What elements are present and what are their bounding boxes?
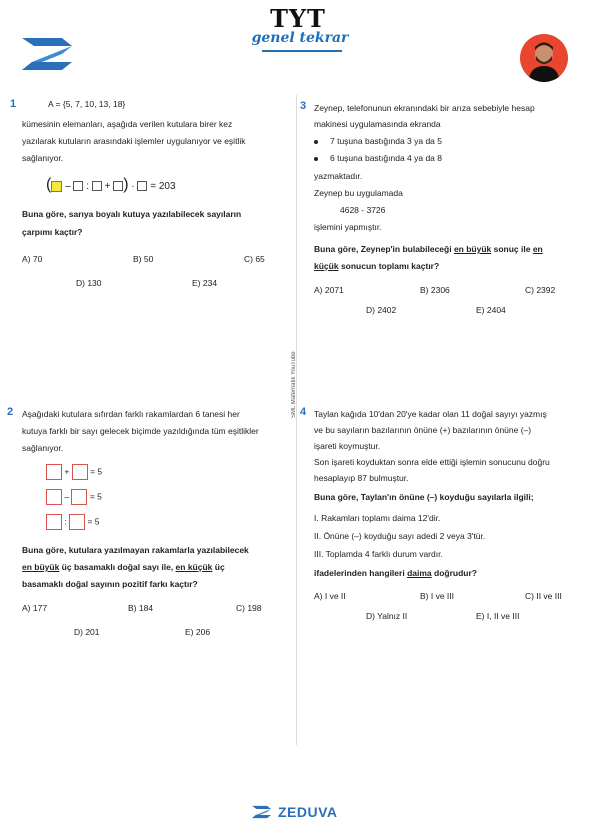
- q3-option-c[interactable]: C) 2392: [525, 285, 556, 295]
- q2-option-b[interactable]: B) 184: [128, 603, 154, 613]
- subtitle-underline: [262, 50, 342, 52]
- exam-subtitle: genel tekrar: [251, 30, 349, 46]
- q3-bullet-1: 7 tuşuna bastığında 3 ya da 5: [314, 135, 442, 148]
- q4-item-3: III. Toplamda 4 farklı durum vardır.: [314, 549, 443, 559]
- q1-option-e[interactable]: E) 234: [192, 278, 218, 288]
- q3-option-d[interactable]: D) 2402: [366, 305, 397, 315]
- q2-text-2: kutuya farklı bir sayı gelecek biçimde yazıldığında tüm eşitlikler: [22, 426, 259, 436]
- q3-option-e[interactable]: E) 2404: [476, 305, 506, 315]
- side-watermark: SML Matematik YouTube: [291, 351, 297, 419]
- q1-question-1: Buna göre, sarıya boyalı kutuya yazılabilecek sayıların: [22, 209, 242, 219]
- q4-question: Buna göre, Taylan'ın önüne (–) koyduğu sayılarla ilgili;: [314, 492, 534, 502]
- footer-logo: [252, 804, 338, 820]
- q4-question-end: ifadelerinden hangileri daima doğrudur?: [314, 568, 477, 578]
- q1-option-d[interactable]: D) 130: [76, 278, 102, 288]
- q3-operation: 4628 - 3726: [340, 205, 386, 215]
- question-number-3: 3: [300, 100, 307, 112]
- q4-text-4: Son işareti koyduktan sonra elde ettiği işlemin sonucunu doğru: [314, 457, 550, 467]
- q2-question-2: en büyük üç basamaklı doğal sayı ile, en küçük üç: [22, 562, 225, 572]
- q3-text-4: Zeynep bu uygulamada: [314, 188, 403, 198]
- q4-item-2: II. Önüne (–) koyduğu sayı adedi 2 veya 3'tür.: [314, 531, 486, 541]
- q4-text-3: işareti koymuştur.: [314, 441, 381, 451]
- q1-text-1: kümesinin elemanları, aşağıda verilen kutulara birer kez: [22, 119, 233, 129]
- q2-eq-plus: + = 5: [46, 464, 102, 480]
- q4-option-c[interactable]: C) II ve III: [525, 591, 562, 601]
- q3-option-b[interactable]: B) 2306: [420, 285, 450, 295]
- footer-brand: ZEDUVA: [278, 804, 338, 820]
- q4-text-1: Taylan kağıda 10'dan 20'ye kadar olan 11 doğal sayıyı yazmış: [314, 409, 547, 419]
- exam-title: TYT: [270, 4, 326, 33]
- q4-option-b[interactable]: B) I ve III: [420, 591, 455, 601]
- q3-text-1: Zeynep, telefonunun ekranındaki bir arıza sebebiyle hesap: [314, 103, 535, 113]
- q2-eq-minus: – = 5: [46, 489, 102, 505]
- q3-text-5: işlemini yapmıştır.: [314, 222, 382, 232]
- q1-option-c[interactable]: C) 65: [244, 254, 265, 264]
- q4-text-2: ve bu sayıların bazılarının önüne (+) bazılarının önüne (–): [314, 425, 532, 435]
- q1-equation: ( – : + ) · = 203: [46, 176, 176, 193]
- q1-option-a[interactable]: A) 70: [22, 254, 43, 264]
- question-number-2: 2: [7, 406, 14, 418]
- q1-option-b[interactable]: B) 50: [133, 254, 154, 264]
- q1-set: A = {5, 7, 10, 13, 18}: [48, 99, 126, 109]
- q1-text-2: yazılarak kutuların arasındaki işlemler uygulanıyor ve eşitlik: [22, 136, 246, 146]
- q2-question-3: basamaklı doğal sayının pozitif farkı kaçtır?: [22, 579, 198, 589]
- q4-option-e[interactable]: E) I, II ve III: [476, 611, 520, 621]
- author-avatar: [520, 34, 568, 82]
- question-number-1: 1: [10, 98, 17, 110]
- q4-item-1: I. Rakamları toplamı daima 12'dir.: [314, 513, 441, 523]
- q2-eq-divide: : = 5: [46, 514, 100, 530]
- q3-question-1: Buna göre, Zeynep'in bulabileceği en büyük sonuç ile en: [314, 244, 543, 254]
- q2-option-c[interactable]: C) 198: [236, 603, 262, 613]
- q2-option-a[interactable]: A) 177: [22, 603, 48, 613]
- q2-option-e[interactable]: E) 206: [185, 627, 211, 637]
- q3-bullet-2: 6 tuşuna bastığında 4 ya da 8: [314, 152, 442, 165]
- zeduva-small-icon: [252, 804, 274, 820]
- q4-option-a[interactable]: A) I ve II: [314, 591, 346, 601]
- zeduva-logo-icon: [22, 36, 80, 72]
- q3-text-3: yazmaktadır.: [314, 171, 363, 181]
- q4-option-d[interactable]: D) Yalnız II: [366, 611, 408, 621]
- q4-text-5: hesaplayıp 87 bulmuştur.: [314, 473, 409, 483]
- q2-option-d[interactable]: D) 201: [74, 627, 100, 637]
- q1-question-2: çarpımı kaçtır?: [22, 227, 83, 237]
- q3-text-2: makinesi uygulamasında ekranda: [314, 119, 441, 129]
- q2-text-3: sağlanıyor.: [22, 443, 64, 453]
- q2-question-1: Buna göre, kutulara yazılmayan rakamlarla yazılabilecek: [22, 545, 249, 555]
- q1-text-3: sağlanıyor.: [22, 153, 64, 163]
- q3-option-a[interactable]: A) 2071: [314, 285, 344, 295]
- q3-question-2: küçük sonucun toplamı kaçtır?: [314, 261, 440, 271]
- question-number-4: 4: [300, 406, 307, 418]
- q2-text-1: Aşağıdaki kutulara sıfırdan farklı rakamlardan 6 tanesi her: [22, 409, 240, 419]
